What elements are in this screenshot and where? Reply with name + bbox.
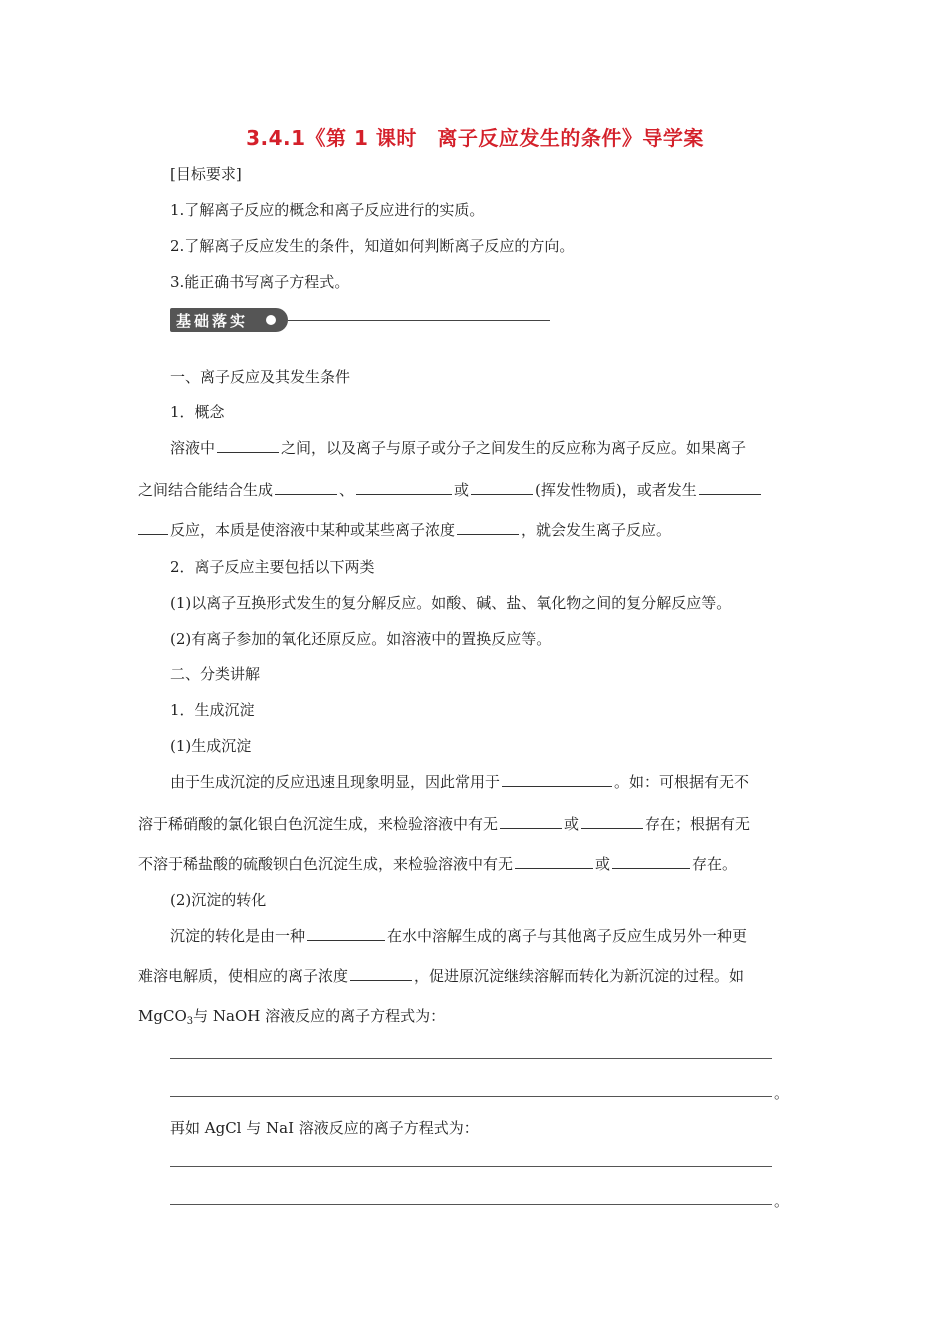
fill-in-blank[interactable] [471,478,533,495]
formula: MgCO [138,1007,187,1025]
text: 、 [339,481,355,499]
answer-line[interactable] [170,1096,772,1097]
answer-line[interactable] [170,1204,772,1205]
paragraph-line [138,964,744,988]
text: (挥发性物质)，或者发生 [535,481,697,499]
answer-line[interactable] [170,1166,772,1167]
paragraph-line [170,436,746,460]
fill-in-blank[interactable] [457,518,519,535]
period-mark: 。 [774,1084,790,1102]
paragraph-line [138,1004,445,1034]
text: 或 [595,855,611,873]
text: 。如：可根据有无不 [614,773,750,791]
goal-item: 1.了解离子反应的概念和离子反应进行的实质。 [170,201,485,219]
page-title: 3.4.1《第 1 课时 离子反应发生的条件》导学案 [246,126,704,150]
fill-in-blank[interactable] [502,770,612,787]
fill-in-blank[interactable] [138,518,168,535]
subheading: 2．离子反应主要包括以下两类 [170,558,375,576]
text: 或 [454,481,470,499]
text: 之间结合能结合生成 [138,481,274,499]
subscript: 3 [186,1016,194,1027]
paragraph-line [170,770,749,794]
fill-in-blank[interactable] [581,812,643,829]
goals-heading: [目标要求] [170,165,242,183]
text: 不溶于稀盐酸的硫酸钡白色沉淀生成，来检验溶液中有无 [138,855,514,873]
text: 或 [564,815,580,833]
text: 存在。 [692,855,738,873]
list-item: (2)有离子参加的氧化还原反应。如溶液中的置换反应等。 [170,630,552,648]
circle-icon [266,315,276,325]
period-mark: 。 [774,1192,790,1210]
banner-rule [288,320,550,321]
fill-in-blank[interactable] [515,852,593,869]
subheading: 1．概念 [170,403,225,421]
paragraph-line [138,852,737,876]
fill-in-blank[interactable] [217,436,279,453]
text: 溶于稀硝酸的氯化银白色沉淀生成，来检验溶液中有无 [138,815,499,833]
subheading: (2)沉淀的转化 [170,891,267,909]
subheading: 1．生成沉淀 [170,701,255,719]
answer-line[interactable] [170,1058,772,1059]
fill-in-blank[interactable] [356,478,452,495]
fill-in-blank[interactable] [612,852,690,869]
fill-in-blank[interactable] [699,478,761,495]
section-heading: 二、分类讲解 [170,665,261,683]
text: 与 NaOH 溶液反应的离子方程式为： [193,1007,446,1025]
fill-in-blank[interactable] [500,812,562,829]
text: ，就会发生离子反应。 [521,521,672,539]
fill-in-blank[interactable] [307,924,385,941]
paragraph-line [138,812,750,836]
text: 在水中溶解生成的离子与其他离子反应生成另外一种更 [387,927,748,945]
paragraph-line [170,924,747,948]
paragraph-line: 再如 AgCl 与 NaI 溶液反应的离子方程式为： [170,1119,479,1137]
banner-label: 基础落实 [176,312,249,330]
text: 沉淀的转化是由一种 [170,927,306,945]
text: ，促进原沉淀继续溶解而转化为新沉淀的过程。如 [414,967,745,985]
goal-item: 3.能正确书写离子方程式。 [170,273,350,291]
text: 溶液中 [170,439,216,457]
section-heading: 一、离子反应及其发生条件 [170,368,351,386]
goal-item: 2.了解离子反应发生的条件，知道如何判断离子反应的方向。 [170,237,575,255]
text: 存在；根据有无 [645,815,751,833]
paragraph-line [138,518,671,542]
text: 之间，以及离子与原子或分子之间发生的反应称为离子反应。如果离子 [281,439,747,457]
fill-in-blank[interactable] [350,964,412,981]
text: 由于生成沉淀的反应迅速且现象明显，因此常用于 [170,773,501,791]
text: 反应，本质是使溶液中某种或某些离子浓度 [170,521,456,539]
subheading: (1)生成沉淀 [170,737,252,755]
text: 难溶电解质，使相应的离子浓度 [138,967,349,985]
list-item: (1)以离子互换形式发生的复分解反应。如酸、碱、盐、氧化物之间的复分解反应等。 [170,594,732,612]
fill-in-blank[interactable] [275,478,337,495]
paragraph-line [138,478,763,502]
